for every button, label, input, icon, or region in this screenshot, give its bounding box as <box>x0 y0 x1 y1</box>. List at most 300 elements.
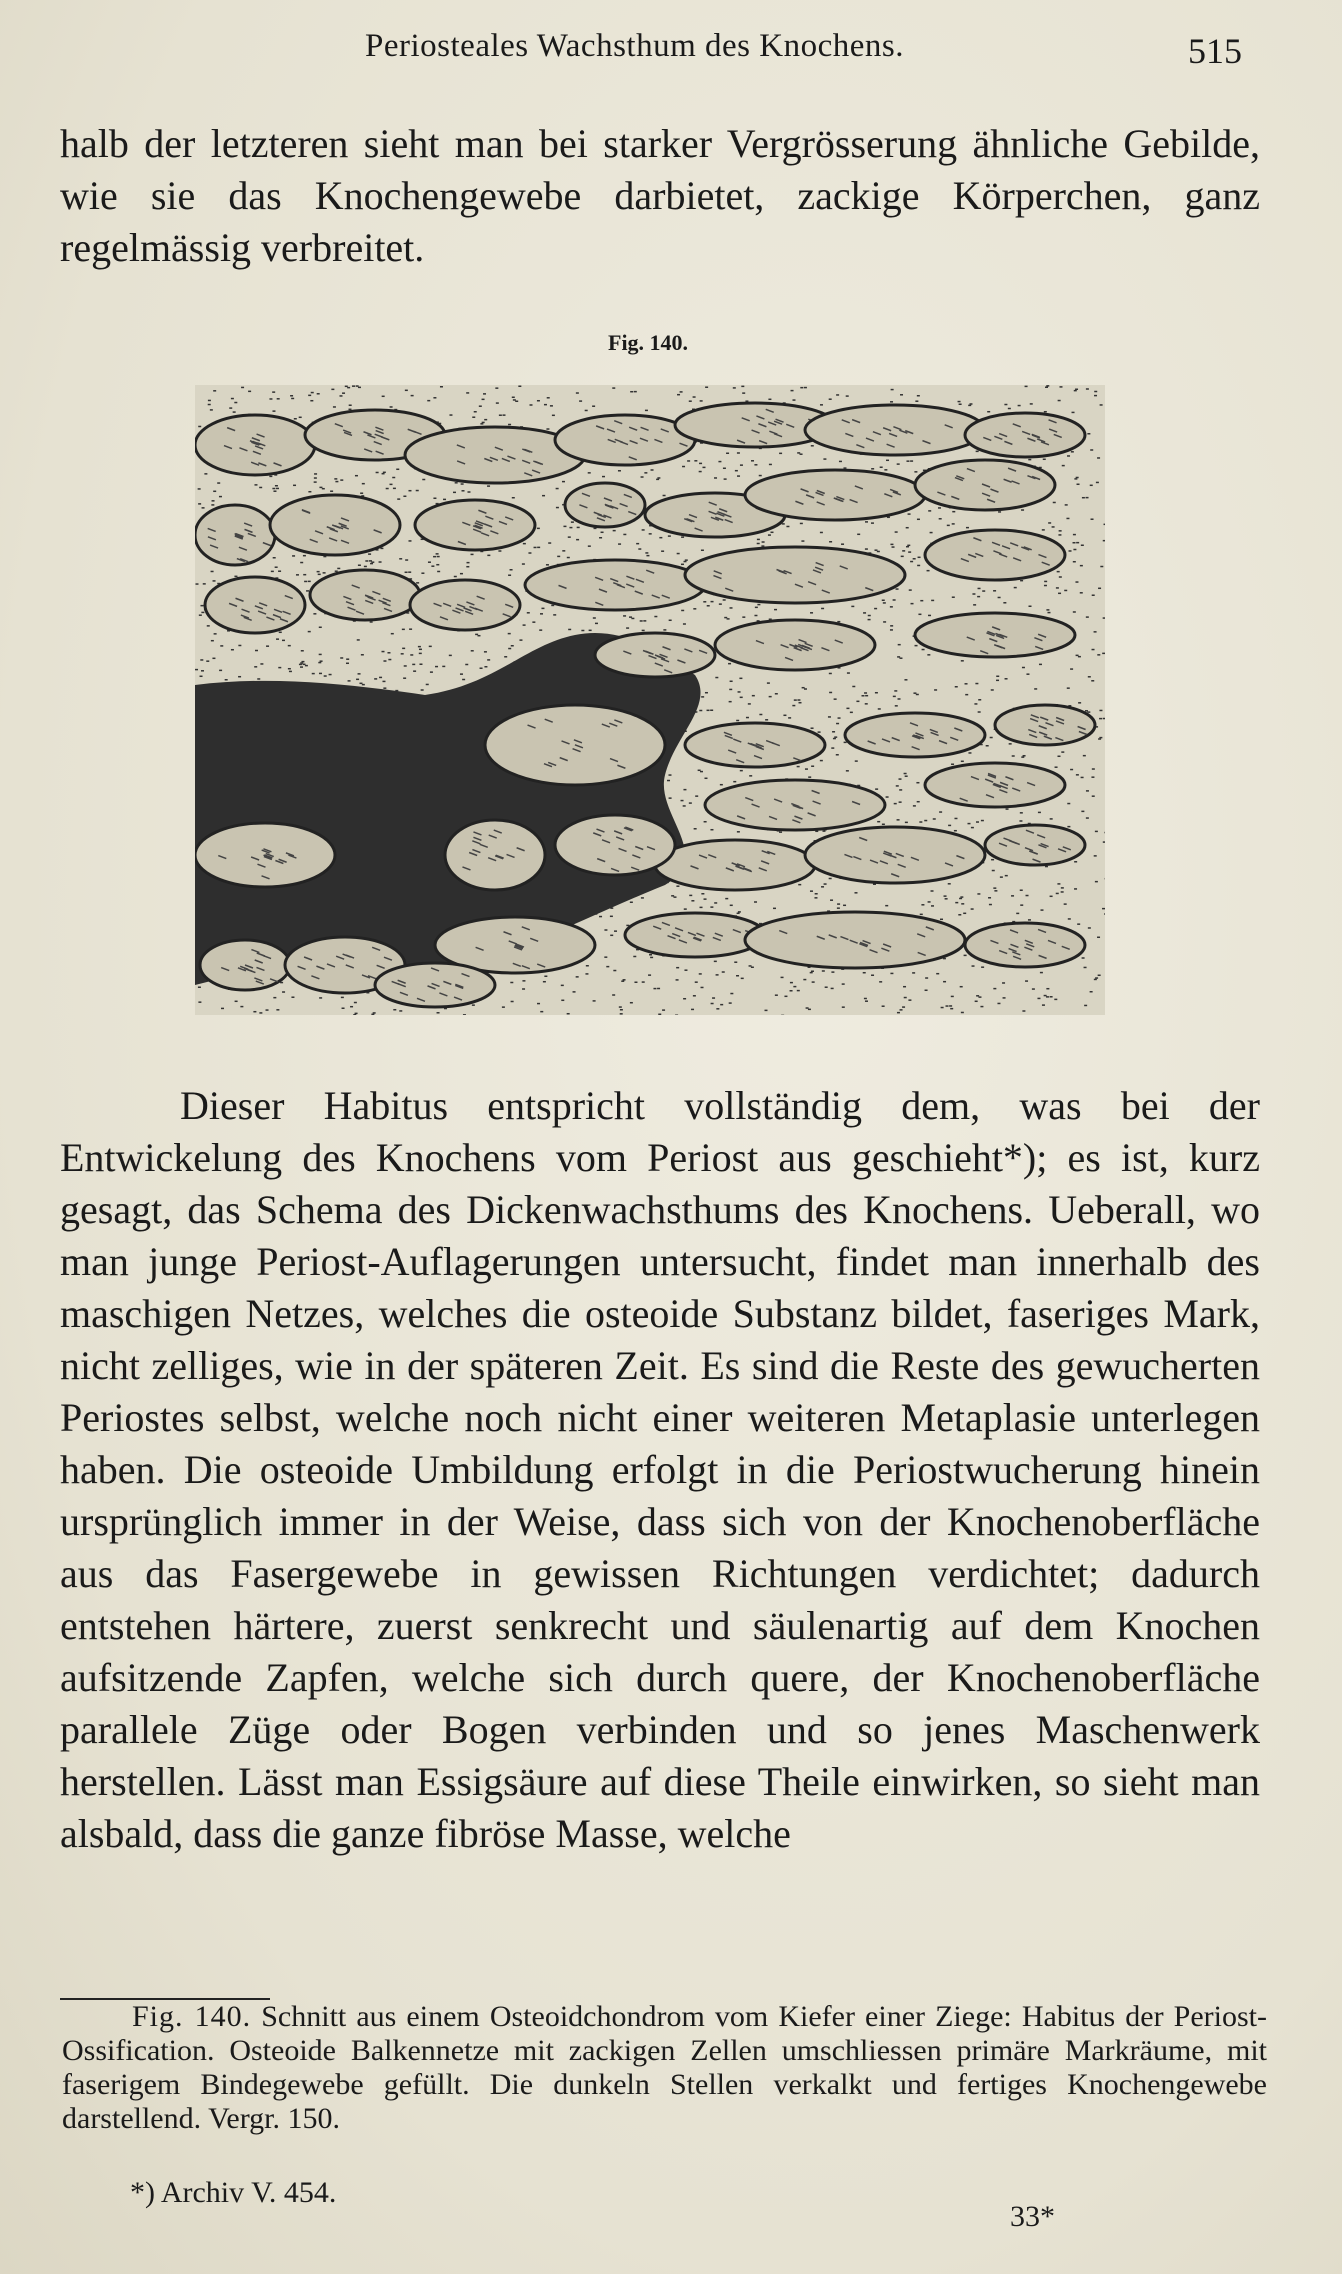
stipple <box>996 676 999 678</box>
stipple <box>904 773 907 775</box>
stipple <box>669 797 672 799</box>
stipple <box>201 670 204 672</box>
stipple <box>511 645 514 647</box>
stipple <box>308 395 311 397</box>
stipple <box>523 624 526 626</box>
stipple <box>437 556 440 558</box>
stipple <box>1076 542 1079 544</box>
stipple <box>1095 881 1098 883</box>
stipple <box>361 654 364 656</box>
stipple <box>200 605 203 607</box>
stipple <box>890 544 893 546</box>
stipple <box>638 548 641 550</box>
stipple <box>830 899 833 901</box>
stipple <box>964 955 967 957</box>
stipple <box>368 553 371 555</box>
stipple <box>335 570 338 572</box>
stipple <box>783 715 786 717</box>
stipple <box>1103 841 1105 843</box>
stipple <box>1016 913 1019 915</box>
stipple <box>1081 811 1084 813</box>
stipple <box>774 609 777 611</box>
stipple <box>199 614 202 616</box>
stipple <box>786 526 789 528</box>
stipple <box>219 496 222 498</box>
stipple <box>1055 766 1058 768</box>
stipple <box>736 720 739 722</box>
stipple <box>358 564 361 566</box>
marrow-space <box>195 415 315 475</box>
stipple <box>308 631 311 633</box>
stipple <box>540 1011 543 1013</box>
stipple <box>346 658 349 660</box>
stipple <box>671 895 674 897</box>
stipple <box>1083 755 1086 757</box>
stipple <box>619 1006 622 1008</box>
stipple <box>1000 876 1003 878</box>
stipple <box>905 822 908 824</box>
stipple <box>917 801 920 803</box>
stipple <box>968 405 971 407</box>
stipple <box>593 1000 596 1002</box>
stipple <box>699 471 702 473</box>
stipple <box>300 666 303 668</box>
stipple <box>208 400 211 402</box>
stipple <box>1078 702 1081 704</box>
stipple <box>569 527 572 529</box>
stipple <box>310 400 313 402</box>
stipple <box>567 1013 570 1015</box>
stipple <box>1044 581 1047 583</box>
stipple <box>282 640 285 642</box>
stipple <box>1086 790 1089 792</box>
stipple <box>928 901 931 903</box>
stipple <box>1073 611 1076 613</box>
stipple <box>320 660 323 662</box>
stipple <box>376 472 379 474</box>
stipple <box>998 511 1001 512</box>
stipple <box>200 676 203 678</box>
stipple <box>1028 919 1031 921</box>
stipple <box>704 898 707 900</box>
stipple <box>972 593 975 595</box>
stipple <box>350 1006 353 1008</box>
stipple <box>1073 549 1076 551</box>
stipple <box>422 479 425 481</box>
stipple <box>991 859 994 861</box>
stipple <box>1006 808 1009 810</box>
stipple <box>1025 386 1028 388</box>
stipple <box>225 679 228 681</box>
stipple <box>864 692 867 694</box>
stipple <box>911 603 914 605</box>
stipple <box>499 414 502 416</box>
stipple <box>741 386 744 388</box>
stipple <box>994 890 997 892</box>
stipple <box>874 608 877 610</box>
stipple <box>842 983 845 985</box>
stipple <box>802 687 805 689</box>
stipple <box>213 390 216 392</box>
stipple <box>676 967 679 969</box>
stipple <box>198 426 201 428</box>
stipple <box>1050 896 1053 898</box>
stipple <box>1102 653 1105 655</box>
stipple <box>319 654 322 656</box>
stipple <box>348 680 351 682</box>
stipple <box>480 667 483 669</box>
stipple <box>928 615 931 617</box>
stipple <box>217 482 220 484</box>
stipple <box>723 468 726 470</box>
stipple <box>303 664 306 666</box>
stipple <box>738 691 741 693</box>
stipple <box>898 698 901 700</box>
stipple <box>1045 387 1048 389</box>
stipple <box>879 981 882 983</box>
stipple <box>630 902 633 904</box>
stipple <box>1075 389 1078 391</box>
stipple <box>369 560 372 562</box>
stipple <box>875 788 878 790</box>
stipple <box>653 988 656 990</box>
stipple <box>933 818 936 820</box>
stipple <box>1067 803 1070 805</box>
stipple <box>976 821 979 823</box>
stipple <box>1076 655 1079 657</box>
stipple <box>275 566 278 568</box>
stipple <box>768 399 771 401</box>
stipple <box>837 907 840 909</box>
stipple <box>894 803 897 805</box>
stipple <box>379 677 382 679</box>
stipple <box>604 929 607 931</box>
stipple <box>689 802 692 804</box>
stipple <box>433 556 436 558</box>
stipple <box>589 630 592 632</box>
stipple <box>682 466 685 468</box>
stipple <box>576 539 579 541</box>
stipple <box>1005 678 1008 680</box>
stipple <box>282 991 285 993</box>
stipple <box>330 490 333 492</box>
stipple <box>356 679 359 681</box>
stipple <box>820 532 823 534</box>
stipple <box>290 395 293 397</box>
stipple <box>334 478 337 480</box>
stipple <box>931 905 934 907</box>
stipple <box>895 705 898 707</box>
stipple <box>738 911 741 913</box>
stipple <box>1002 982 1005 984</box>
stipple <box>730 607 733 609</box>
stipple <box>710 709 713 711</box>
stipple <box>793 986 796 988</box>
stipple <box>430 671 433 673</box>
stipple <box>1022 667 1025 669</box>
stipple <box>992 870 995 872</box>
stipple <box>1009 743 1012 745</box>
stipple <box>825 986 828 988</box>
stipple <box>1104 832 1105 834</box>
stipple <box>677 394 680 396</box>
stipple <box>898 644 901 646</box>
stipple <box>904 997 907 999</box>
stipple <box>333 406 336 408</box>
stipple <box>997 1003 1000 1005</box>
stipple <box>1053 502 1056 504</box>
stipple <box>1058 593 1061 595</box>
stipple <box>659 537 662 539</box>
stipple <box>362 483 365 485</box>
stipple <box>276 1009 279 1011</box>
stipple <box>693 396 696 398</box>
stipple <box>602 476 605 478</box>
stipple <box>884 469 887 471</box>
stipple <box>883 621 886 623</box>
stipple <box>1103 540 1105 542</box>
stipple <box>1099 710 1102 712</box>
stipple <box>1077 484 1080 486</box>
stipple <box>974 703 977 705</box>
stipple <box>918 557 921 559</box>
marrow-space <box>985 825 1085 865</box>
stipple <box>711 601 714 603</box>
stipple <box>259 1012 262 1014</box>
stipple <box>705 386 708 388</box>
stipple <box>279 632 282 634</box>
stipple <box>630 391 633 393</box>
stipple <box>720 1004 723 1006</box>
stipple <box>480 423 483 425</box>
stipple <box>508 633 511 635</box>
stipple <box>353 1014 356 1015</box>
stipple <box>273 997 276 999</box>
stipple <box>553 614 556 616</box>
stipple <box>479 405 482 407</box>
figure-label: Fig. 140. <box>608 330 689 355</box>
stipple <box>405 572 408 574</box>
stipple <box>300 562 303 564</box>
stipple <box>1082 957 1085 959</box>
stipple <box>936 973 939 975</box>
stipple <box>875 692 878 694</box>
stipple <box>790 982 793 984</box>
stipple <box>906 527 909 529</box>
stipple <box>944 895 947 897</box>
stipple <box>894 690 897 692</box>
stipple <box>1014 587 1017 589</box>
stipple <box>810 612 813 614</box>
stipple <box>705 692 708 694</box>
stipple <box>871 522 874 524</box>
stipple <box>427 400 430 402</box>
stipple <box>510 982 513 984</box>
stipple <box>1005 875 1008 877</box>
stipple <box>757 604 760 606</box>
stipple <box>1020 580 1023 582</box>
stipple <box>195 583 198 585</box>
stipple <box>1038 812 1041 814</box>
stipple <box>405 390 408 392</box>
stipple <box>677 553 680 555</box>
stipple <box>1018 405 1021 407</box>
stipple <box>1086 817 1089 819</box>
stipple <box>306 590 309 592</box>
stipple <box>1003 602 1006 604</box>
stipple <box>213 491 216 493</box>
stipple <box>421 572 424 574</box>
stipple <box>820 760 823 762</box>
stipple <box>1040 972 1043 974</box>
stipple <box>863 612 866 614</box>
stipple <box>1081 777 1084 779</box>
stipple <box>257 678 260 680</box>
stipple <box>663 629 666 631</box>
stipple <box>800 523 803 525</box>
stipple <box>703 601 706 603</box>
stipple <box>411 395 414 397</box>
stipple <box>437 571 440 573</box>
stipple <box>908 999 911 1001</box>
stipple <box>359 683 362 685</box>
stipple <box>1020 889 1023 891</box>
stipple <box>1057 756 1060 758</box>
stipple <box>822 970 825 972</box>
stipple <box>977 596 980 598</box>
stipple <box>266 1009 269 1011</box>
stipple <box>610 935 613 937</box>
stipple <box>482 399 485 401</box>
stipple <box>917 565 920 567</box>
stipple <box>595 623 598 625</box>
stipple <box>253 1011 256 1013</box>
stipple <box>757 539 760 541</box>
stipple <box>419 663 422 665</box>
stipple <box>1061 887 1064 889</box>
stipple <box>276 638 279 640</box>
stipple <box>882 824 885 826</box>
stipple <box>561 985 564 987</box>
stipple <box>382 651 385 653</box>
stipple <box>681 536 684 538</box>
stipple <box>657 477 660 479</box>
stipple <box>416 490 419 492</box>
stipple <box>838 717 841 719</box>
marrow-space <box>745 912 965 968</box>
stipple <box>231 649 234 651</box>
caption-text: Schnitt aus einem Osteoidchondrom vom Kiefer einer Ziege: Habitus der Periost-Ossification. Osteoide Balkennetze mit zackigen Zellen umschliessen primäre Markräume, mit faserigem Bindegewebe gefüllt. Die dunkeln Stellen verkalkt und fertiges Knochengewebe darstellend. Vergr. 150. <box>62 2000 1267 2135</box>
stipple <box>1029 605 1032 607</box>
stipple <box>412 664 415 666</box>
stipple <box>954 830 957 832</box>
stipple <box>661 550 664 552</box>
stipple <box>902 550 905 552</box>
stipple <box>1074 861 1077 863</box>
stipple <box>814 897 817 899</box>
stipple <box>382 473 385 475</box>
stipple <box>254 484 257 486</box>
stipple <box>319 673 322 675</box>
stipple <box>770 532 773 534</box>
stipple <box>568 629 571 631</box>
stipple <box>946 1005 949 1007</box>
stipple <box>754 901 757 903</box>
stipple <box>967 823 970 825</box>
stipple <box>928 510 931 512</box>
stipple <box>910 460 913 462</box>
stipple <box>991 689 994 691</box>
stipple <box>522 988 525 990</box>
stipple <box>335 481 338 483</box>
stipple <box>484 419 487 421</box>
stipple <box>904 679 907 681</box>
stipple <box>1056 893 1059 895</box>
stipple <box>626 627 629 629</box>
stipple <box>952 511 955 512</box>
stipple <box>651 469 654 471</box>
stipple <box>1099 718 1102 720</box>
stipple <box>513 399 516 401</box>
stipple <box>426 684 429 686</box>
stipple <box>948 825 951 827</box>
stipple <box>303 555 306 557</box>
stipple <box>347 387 350 389</box>
stipple <box>934 689 937 691</box>
stipple <box>396 469 399 471</box>
stipple <box>484 651 487 653</box>
stipple <box>707 710 710 712</box>
stipple <box>1021 756 1024 758</box>
stipple <box>413 670 416 672</box>
stipple <box>765 719 768 721</box>
stipple <box>668 535 671 537</box>
stipple <box>996 680 999 682</box>
stipple <box>846 708 849 710</box>
stipple <box>288 645 291 647</box>
stipple <box>418 646 421 648</box>
stipple <box>906 460 909 462</box>
stipple <box>716 1008 719 1010</box>
stipple <box>443 499 446 501</box>
stipple <box>649 954 652 956</box>
stipple <box>630 1002 633 1004</box>
stipple <box>993 590 996 592</box>
stipple <box>846 395 849 397</box>
stipple <box>563 526 566 528</box>
stipple <box>408 490 411 492</box>
stipple <box>804 688 807 690</box>
stipple <box>798 884 801 886</box>
stipple <box>961 903 964 905</box>
caption-number: Fig. 140. <box>132 2000 252 2033</box>
stipple <box>585 410 588 412</box>
stipple <box>729 1002 732 1004</box>
stipple <box>1050 996 1053 998</box>
stipple <box>779 453 782 455</box>
stipple <box>273 490 276 492</box>
stipple <box>269 476 272 478</box>
stipple <box>719 603 722 605</box>
stipple <box>986 745 989 747</box>
stipple <box>1046 996 1049 998</box>
stipple <box>822 830 825 832</box>
stipple <box>724 478 727 480</box>
stipple <box>722 971 725 973</box>
stipple <box>815 893 818 895</box>
stipple <box>231 398 234 400</box>
stipple <box>868 619 871 621</box>
